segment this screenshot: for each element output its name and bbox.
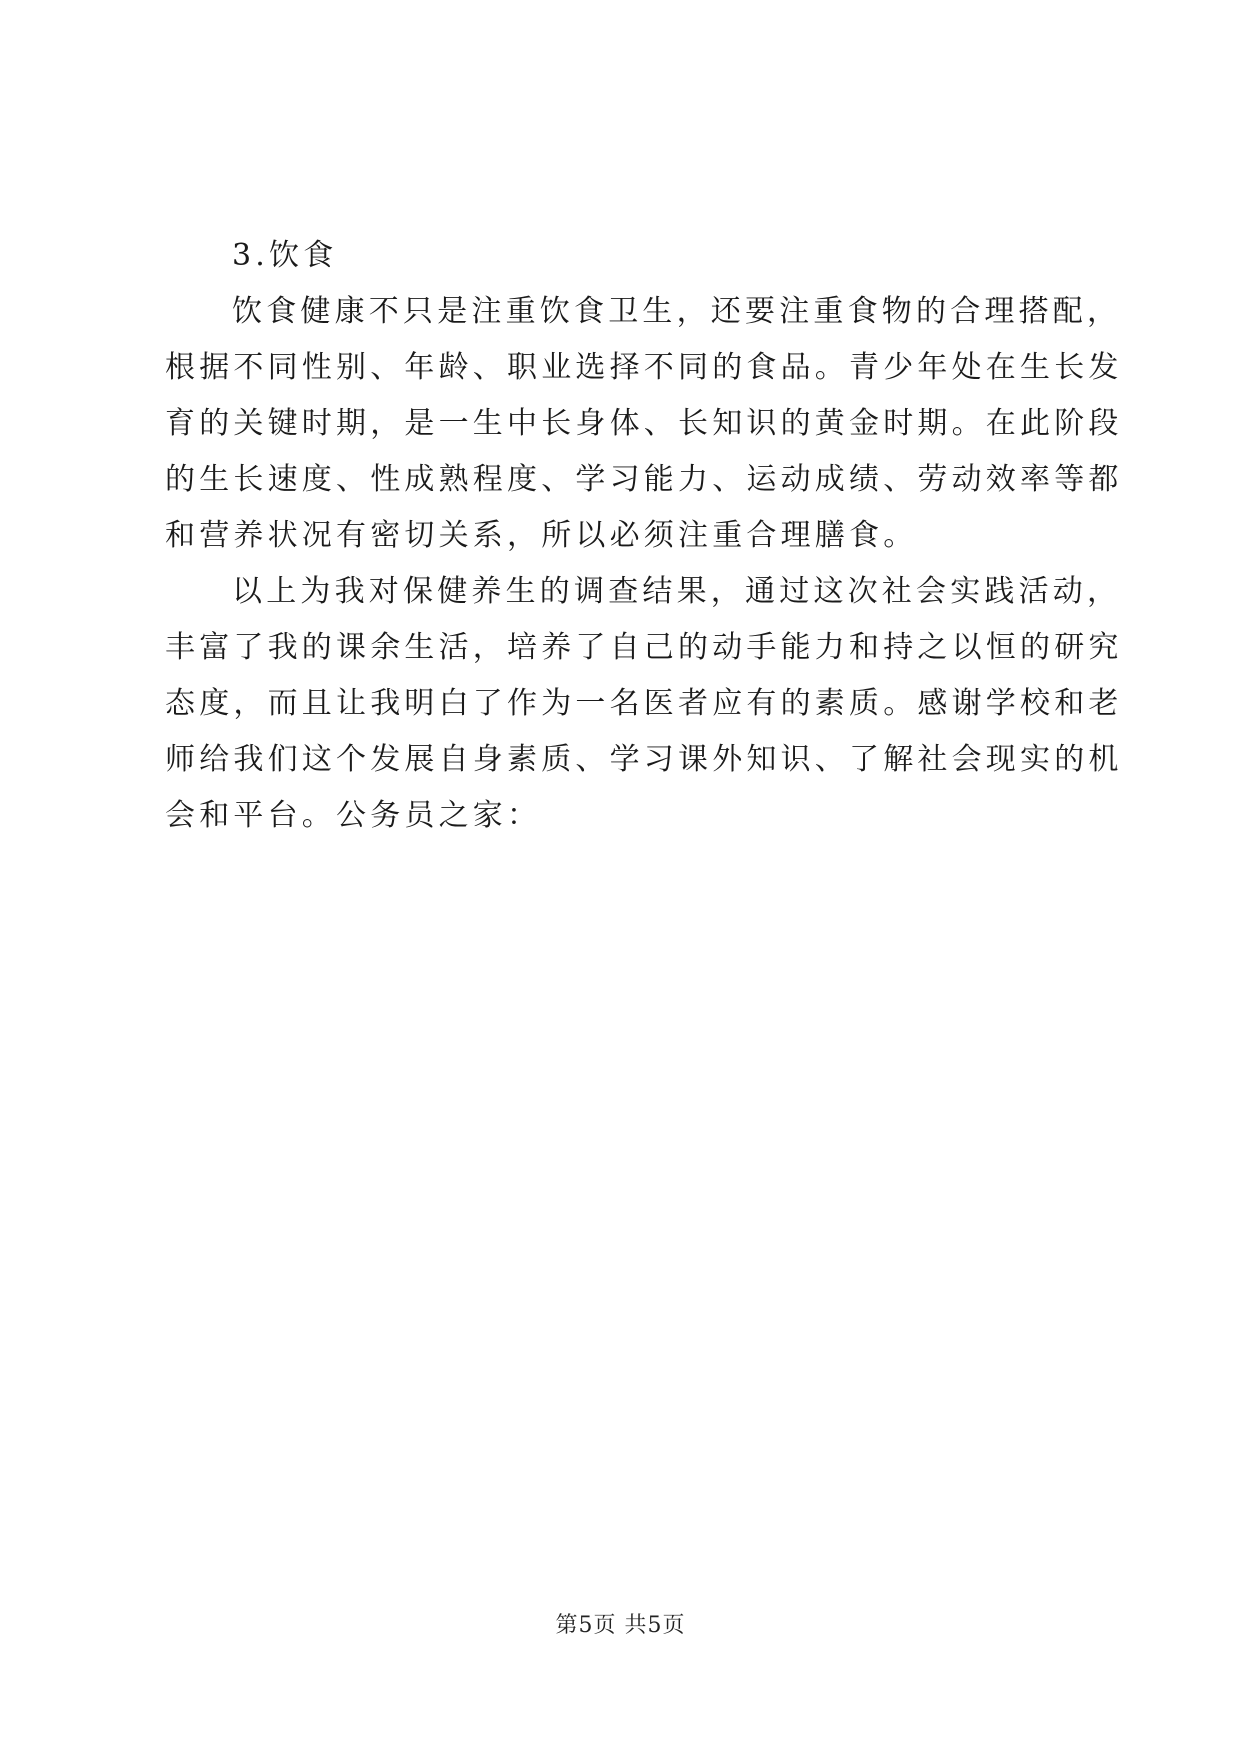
paragraph-line: 态度，而且让我明白了作为一名医者应有的素质。感谢学校和老 — [165, 686, 1123, 721]
section-heading: 3.饮食 — [232, 238, 338, 273]
paragraph-line: 饮食健康不只是注重饮食卫生，还要注重食物的合理搭配， — [232, 294, 1122, 329]
paragraph-line: 以上为我对保健养生的调查结果，通过这次社会实践活动， — [232, 574, 1122, 609]
paragraph-line: 和营养状况有密切关系，所以必须注重合理膳食。 — [165, 518, 918, 553]
paragraph-line: 会和平台。公务员之家： — [165, 798, 542, 833]
paragraph-line: 育的关键时期，是一生中长身体、长知识的黄金时期。在此阶段 — [165, 406, 1123, 441]
paragraph-line: 丰富了我的课余生活，培养了自己的动手能力和持之以恒的研究 — [165, 630, 1123, 665]
page-number-footer: 第5页 共5页 — [555, 1613, 686, 1638]
paragraph-line: 根据不同性别、年龄、职业选择不同的食品。青少年处在生长发 — [165, 350, 1123, 385]
paragraph-line: 的生长速度、性成熟程度、学习能力、运动成绩、劳动效率等都 — [165, 462, 1123, 497]
paragraph-line: 师给我们这个发展自身素质、学习课外知识、了解社会现实的机 — [165, 742, 1123, 777]
